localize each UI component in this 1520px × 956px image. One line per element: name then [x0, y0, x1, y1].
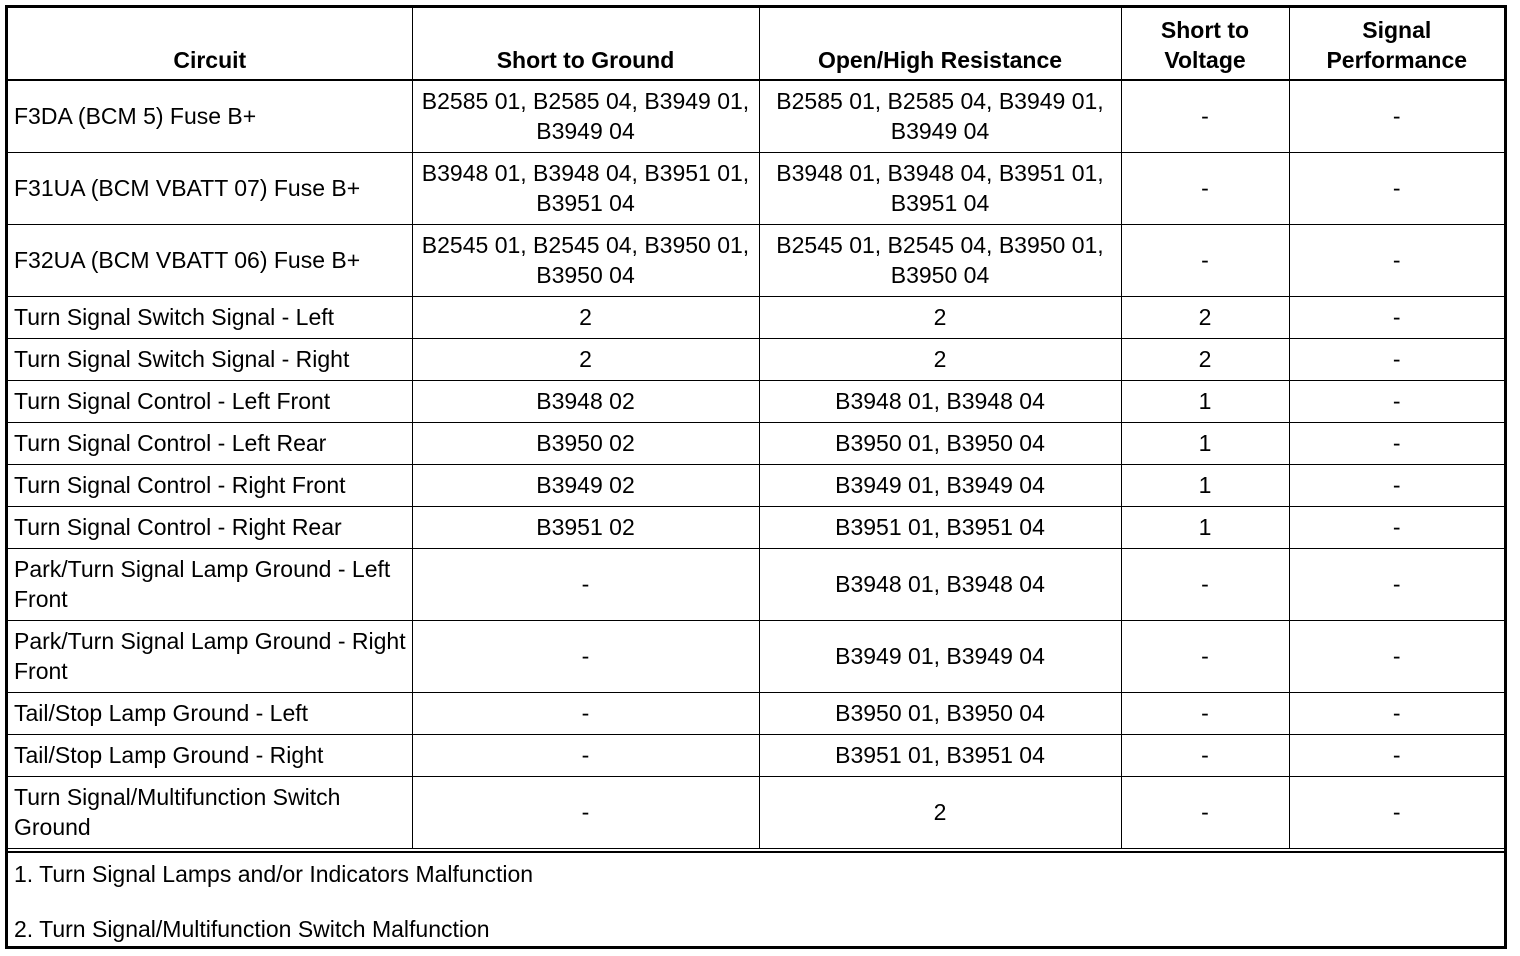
cell-open-high-resistance: B3951 01, B3951 04	[759, 734, 1121, 776]
cell-open-high-resistance: B2585 01, B2585 04, B3949 01, B3949 04	[759, 80, 1121, 152]
cell-circuit: Tail/Stop Lamp Ground - Left	[8, 692, 412, 734]
table-row	[8, 506, 1504, 548]
cell-short-to-ground: B3949 02	[412, 464, 759, 506]
cell-circuit: Turn Signal Switch Signal - Left	[8, 296, 412, 338]
cell-circuit: Turn Signal Control - Right Front	[8, 464, 412, 506]
table-footnotes	[8, 851, 1504, 946]
cell-signal-performance: -	[1289, 422, 1504, 464]
cell-open-high-resistance: B3948 01, B3948 04	[759, 548, 1121, 620]
cell-open-high-resistance: B3949 01, B3949 04	[759, 620, 1121, 692]
cell-short-to-ground: -	[412, 734, 759, 776]
table-row	[8, 464, 1504, 506]
cell-signal-performance: -	[1289, 296, 1504, 338]
table-row	[8, 380, 1504, 422]
cell-short-to-voltage: -	[1121, 80, 1289, 152]
cell-circuit: F3DA (BCM 5) Fuse B+	[8, 80, 412, 152]
table-row	[8, 152, 1504, 224]
cell-short-to-voltage: -	[1121, 620, 1289, 692]
circuit-dtc-table	[8, 8, 1504, 849]
cell-short-to-voltage: -	[1121, 734, 1289, 776]
cell-open-high-resistance: B3948 01, B3948 04, B3951 01, B3951 04	[759, 152, 1121, 224]
cell-circuit: Turn Signal Switch Signal - Right	[8, 338, 412, 380]
cell-signal-performance: -	[1289, 464, 1504, 506]
table-row	[8, 776, 1504, 848]
cell-short-to-voltage: 1	[1121, 464, 1289, 506]
cell-short-to-ground: B3950 02	[412, 422, 759, 464]
cell-short-to-ground: -	[412, 692, 759, 734]
cell-circuit: Tail/Stop Lamp Ground - Right	[8, 734, 412, 776]
cell-short-to-ground: B2545 01, B2545 04, B3950 01, B3950 04	[412, 224, 759, 296]
cell-signal-performance: -	[1289, 734, 1504, 776]
cell-short-to-voltage: -	[1121, 152, 1289, 224]
cell-signal-performance: -	[1289, 224, 1504, 296]
cell-signal-performance: -	[1289, 380, 1504, 422]
table-row	[8, 422, 1504, 464]
cell-signal-performance: -	[1289, 776, 1504, 848]
cell-signal-performance: -	[1289, 152, 1504, 224]
cell-short-to-voltage: -	[1121, 692, 1289, 734]
cell-short-to-voltage: 2	[1121, 296, 1289, 338]
cell-signal-performance: -	[1289, 506, 1504, 548]
cell-signal-performance: -	[1289, 548, 1504, 620]
header-signal-performance: Signal Performance	[1289, 8, 1504, 80]
cell-open-high-resistance: B3951 01, B3951 04	[759, 506, 1121, 548]
footnote-1: 1. Turn Signal Lamps and/or Indicators Malfunction	[14, 861, 534, 887]
cell-short-to-ground: B3951 02	[412, 506, 759, 548]
table-row	[8, 80, 1504, 152]
cell-open-high-resistance: B3948 01, B3948 04	[759, 380, 1121, 422]
cell-circuit: Turn Signal/Multifunction Switch Ground	[8, 776, 412, 848]
cell-open-high-resistance: B3950 01, B3950 04	[759, 692, 1121, 734]
cell-short-to-ground: B3948 02	[412, 380, 759, 422]
table-header-row	[8, 8, 1504, 80]
cell-short-to-ground: 2	[412, 296, 759, 338]
table-row	[8, 692, 1504, 734]
cell-short-to-ground: 2	[412, 338, 759, 380]
cell-circuit: Park/Turn Signal Lamp Ground - Right Front	[8, 620, 412, 692]
cell-short-to-voltage: 1	[1121, 422, 1289, 464]
cell-short-to-voltage: 2	[1121, 338, 1289, 380]
header-circuit: Circuit	[8, 8, 412, 80]
cell-circuit: Turn Signal Control - Right Rear	[8, 506, 412, 548]
header-short-to-voltage: Short to Voltage	[1121, 8, 1289, 80]
cell-circuit: F31UA (BCM VBATT 07) Fuse B+	[8, 152, 412, 224]
cell-signal-performance: -	[1289, 620, 1504, 692]
cell-short-to-ground: B2585 01, B2585 04, B3949 01, B3949 04	[412, 80, 759, 152]
cell-short-to-voltage: -	[1121, 548, 1289, 620]
cell-short-to-ground: -	[412, 776, 759, 848]
footnote-2: 2. Turn Signal/Multifunction Switch Malfunction	[14, 916, 490, 942]
header-open-high-resistance: Open/High Resistance	[759, 8, 1121, 80]
cell-signal-performance: -	[1289, 692, 1504, 734]
cell-circuit: F32UA (BCM VBATT 06) Fuse B+	[8, 224, 412, 296]
cell-short-to-voltage: -	[1121, 776, 1289, 848]
cell-open-high-resistance: B3950 01, B3950 04	[759, 422, 1121, 464]
table-row	[8, 224, 1504, 296]
cell-short-to-voltage: 1	[1121, 380, 1289, 422]
cell-signal-performance: -	[1289, 80, 1504, 152]
cell-circuit: Turn Signal Control - Left Rear	[8, 422, 412, 464]
cell-open-high-resistance: B2545 01, B2545 04, B3950 01, B3950 04	[759, 224, 1121, 296]
table-row	[8, 620, 1504, 692]
diagnostic-table-frame	[5, 5, 1507, 949]
table-row	[8, 338, 1504, 380]
cell-short-to-ground: -	[412, 548, 759, 620]
table-row	[8, 548, 1504, 620]
header-short-to-ground: Short to Ground	[412, 8, 759, 80]
cell-short-to-ground: B3948 01, B3948 04, B3951 01, B3951 04	[412, 152, 759, 224]
cell-open-high-resistance: 2	[759, 338, 1121, 380]
cell-circuit: Park/Turn Signal Lamp Ground - Left Front	[8, 548, 412, 620]
cell-short-to-voltage: -	[1121, 224, 1289, 296]
table-row	[8, 296, 1504, 338]
cell-short-to-voltage: 1	[1121, 506, 1289, 548]
cell-open-high-resistance: B3949 01, B3949 04	[759, 464, 1121, 506]
cell-open-high-resistance: 2	[759, 296, 1121, 338]
cell-signal-performance: -	[1289, 338, 1504, 380]
cell-short-to-ground: -	[412, 620, 759, 692]
cell-open-high-resistance: 2	[759, 776, 1121, 848]
table-row	[8, 734, 1504, 776]
cell-circuit: Turn Signal Control - Left Front	[8, 380, 412, 422]
